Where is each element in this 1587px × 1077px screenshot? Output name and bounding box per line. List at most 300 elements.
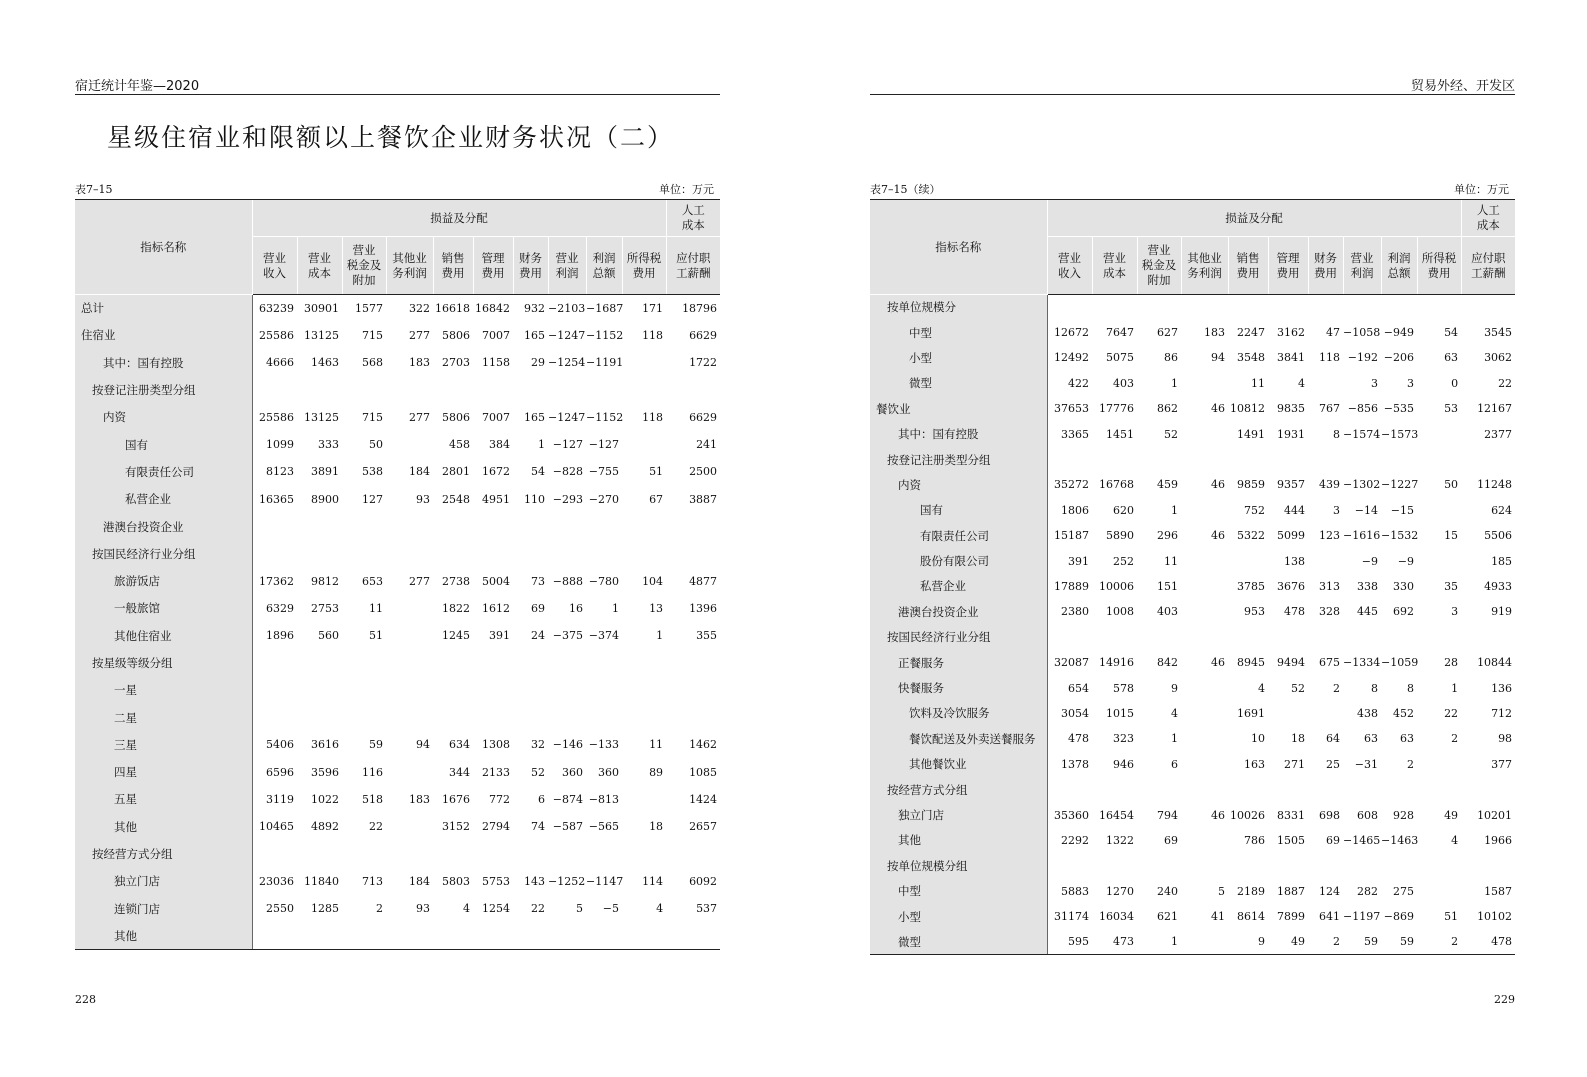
cell-value: 10465 <box>259 820 294 834</box>
cell-value: 3 <box>1333 503 1340 517</box>
cell-value: 136 <box>1491 681 1513 695</box>
cell-value <box>1308 701 1343 726</box>
cell-value: 11 <box>649 738 664 752</box>
cell-value: 478 <box>1461 929 1515 954</box>
cell-value <box>1137 295 1181 320</box>
cell-value: 1 <box>538 438 545 452</box>
row-label: 其他 <box>75 813 252 840</box>
cell-value <box>342 540 386 567</box>
cell-value: 1896 <box>266 629 294 643</box>
cell-value: 928 <box>1393 808 1414 822</box>
cell-value: 69 <box>1326 833 1340 847</box>
cell-value <box>548 540 586 567</box>
cell-value: 8900 <box>311 492 339 506</box>
cell-value: 422 <box>1068 376 1089 390</box>
cell-value: 63 <box>1364 732 1378 746</box>
cell-value: 1099 <box>266 438 294 452</box>
cell-value <box>586 649 622 676</box>
group-header-profit: 损益及分配 <box>1047 200 1461 237</box>
cell-value <box>252 704 297 731</box>
column-header: 营业 收入 <box>252 237 297 295</box>
cell-value: 5099 <box>1277 529 1305 543</box>
cell-value: 94 <box>1211 351 1225 365</box>
cell-value <box>1047 853 1092 878</box>
cell-value <box>1092 777 1137 802</box>
cell-value: 1672 <box>482 465 510 479</box>
row-label: 总计 <box>75 295 252 322</box>
column-header: 所得税 费用 <box>622 237 666 295</box>
running-head-text: 贸易外经、开发区 <box>1410 79 1515 94</box>
cell-value <box>1228 548 1268 573</box>
cell-value: 3676 <box>1277 579 1305 593</box>
cell-value: 93 <box>416 492 430 506</box>
cell-value: 185 <box>1491 554 1513 568</box>
cell-value: 360 <box>598 765 619 779</box>
cell-value: 13 <box>649 601 664 615</box>
cell-value <box>386 622 433 649</box>
table-row <box>75 868 720 895</box>
table-row <box>75 567 720 594</box>
cell-value <box>1181 675 1228 700</box>
cell-value: 138 <box>1284 554 1305 568</box>
table-row <box>75 622 720 649</box>
cell-value: 73 <box>531 574 545 588</box>
cell-value <box>1181 828 1228 853</box>
cell-value: 2500 <box>689 465 718 479</box>
cell-value <box>252 677 297 704</box>
cell-value <box>586 376 622 403</box>
cell-value <box>1417 878 1461 903</box>
cell-value: −5 <box>602 902 619 916</box>
cell-value: 624 <box>1491 503 1513 517</box>
cell-value: 439 <box>1319 478 1340 492</box>
column-header: 利润 总额 <box>586 237 622 295</box>
cell-value: 50 <box>369 438 383 452</box>
cell-value <box>1381 853 1417 878</box>
page-title: 星级住宿业和限额以上餐饮企业财务状况（二） <box>107 123 675 152</box>
cell-value: 116 <box>362 765 383 779</box>
table-row <box>870 625 1515 650</box>
cell-value <box>297 704 342 731</box>
cell-value: 4 <box>1451 833 1459 847</box>
cell-value: 1 <box>1171 376 1178 390</box>
cell-value <box>1308 447 1343 472</box>
cell-value: 1505 <box>1277 833 1305 847</box>
cell-value: 1887 <box>1277 884 1305 898</box>
column-header: 应付职 工薪酬 <box>1461 237 1515 295</box>
table-row <box>870 777 1515 802</box>
cell-value: 1676 <box>442 792 470 806</box>
cell-value: 24 <box>531 629 545 643</box>
cell-value <box>666 376 720 403</box>
cell-value: 46 <box>1211 656 1225 670</box>
cell-value <box>1417 447 1461 472</box>
table-row <box>75 431 720 458</box>
row-label: 一星 <box>75 677 252 704</box>
cell-value: 11 <box>1164 554 1178 568</box>
cell-value: −9 <box>1361 554 1378 568</box>
cell-value: 9835 <box>1277 402 1305 416</box>
cell-value: 1691 <box>1237 706 1265 720</box>
cell-value: 1022 <box>311 792 339 806</box>
cell-value: 1451 <box>1106 427 1134 441</box>
cell-value: 3891 <box>311 465 339 479</box>
cell-value <box>1181 701 1228 726</box>
table-caption <box>75 181 720 197</box>
cell-value: 46 <box>1211 529 1225 543</box>
cell-value: 277 <box>409 410 430 424</box>
column-header: 营业 成本 <box>1092 237 1137 295</box>
cell-value: −146 <box>552 738 583 752</box>
cell-value: 627 <box>1157 326 1178 340</box>
cell-value <box>1461 777 1515 802</box>
cell-value <box>1343 853 1381 878</box>
cell-value: 16618 <box>435 301 470 315</box>
cell-value: 8 <box>1371 681 1378 695</box>
cell-value <box>1461 853 1515 878</box>
cell-value <box>513 376 548 403</box>
cell-value: 328 <box>1319 605 1340 619</box>
cell-value: 5753 <box>482 874 510 888</box>
cell-value: 595 <box>1047 929 1092 954</box>
cell-value: 2703 <box>442 356 470 370</box>
cell-value: −1302 <box>1343 478 1381 492</box>
table-row <box>870 904 1515 929</box>
cell-value <box>666 540 720 567</box>
cell-value <box>1343 295 1381 320</box>
cell-value: 444 <box>1284 503 1305 517</box>
cell-value: 7007 <box>482 410 510 424</box>
cell-value <box>513 840 548 867</box>
cell-value: 1931 <box>1277 427 1305 441</box>
cell-value: 1722 <box>689 356 718 370</box>
cell-value: 118 <box>642 410 664 424</box>
cell-value: 4951 <box>482 492 510 506</box>
cell-value: −1616 <box>1343 529 1381 543</box>
cell-value <box>386 540 433 567</box>
cell-value: 1577 <box>355 301 383 315</box>
cell-value <box>622 349 666 376</box>
cell-value: 6092 <box>689 874 718 888</box>
cell-value: 620 <box>1113 503 1134 517</box>
group-header-labor-cost: 人工 成本 <box>666 200 720 237</box>
cell-value: 8614 <box>1237 910 1265 924</box>
row-label: 快餐服务 <box>870 675 1047 700</box>
cell-value: 296 <box>1157 529 1178 543</box>
cell-value <box>1047 447 1092 472</box>
table-row <box>870 650 1515 675</box>
cell-value: 1822 <box>442 601 470 615</box>
cell-value: 3 <box>1451 605 1459 619</box>
column-header: 销售 费用 <box>433 237 473 295</box>
cell-value: 10201 <box>1477 808 1513 822</box>
row-label: 五星 <box>75 786 252 813</box>
cell-value <box>386 431 433 458</box>
table-row <box>870 675 1515 700</box>
column-header: 管理 费用 <box>473 237 513 295</box>
table-row <box>870 701 1515 726</box>
cell-value: −1252 <box>548 874 586 888</box>
cell-value: 1612 <box>482 601 510 615</box>
cell-value: 9 <box>1171 681 1178 695</box>
cell-value <box>473 649 513 676</box>
cell-value: 16 <box>569 601 583 615</box>
cell-value: 338 <box>1357 579 1378 593</box>
cell-value <box>1137 777 1181 802</box>
cell-value: 323 <box>1113 732 1134 746</box>
table-row <box>75 595 720 622</box>
cell-value: 1308 <box>482 738 510 752</box>
cell-value: 5890 <box>1106 529 1134 543</box>
cell-value: 0 <box>1451 376 1459 390</box>
cell-value: 4 <box>463 902 470 916</box>
column-header: 所得税 费用 <box>1417 237 1461 295</box>
table-row <box>75 513 720 540</box>
cell-value: −1191 <box>586 356 624 370</box>
cell-value: 63239 <box>259 301 294 315</box>
cell-value: −374 <box>588 629 619 643</box>
cell-value: 608 <box>1357 808 1378 822</box>
cell-value: 2292 <box>1061 833 1089 847</box>
cell-value <box>433 677 473 704</box>
row-label: 微型 <box>870 929 1047 954</box>
cell-value <box>297 540 342 567</box>
cell-value <box>386 922 433 949</box>
cell-value <box>666 704 720 731</box>
cell-value: 1 <box>1451 681 1459 695</box>
cell-value: 1245 <box>442 629 470 643</box>
cell-value <box>342 649 386 676</box>
cell-value: 47 <box>1326 326 1340 340</box>
running-head <box>870 74 1515 95</box>
cell-value: −1197 <box>1343 910 1381 924</box>
cell-value: 22 <box>1498 376 1513 390</box>
cell-value: 12167 <box>1477 402 1513 416</box>
cell-value: −270 <box>588 492 619 506</box>
cell-value <box>1268 701 1308 726</box>
cell-value: 124 <box>1319 884 1340 898</box>
cell-value <box>666 677 720 704</box>
cell-value <box>252 376 297 403</box>
row-label: 中型 <box>870 320 1047 345</box>
cell-value <box>622 649 666 676</box>
cell-value <box>586 677 622 704</box>
cell-value: 10 <box>1251 732 1265 746</box>
cell-value: −869 <box>1383 910 1414 924</box>
cell-value <box>1381 295 1417 320</box>
cell-value: 282 <box>1357 884 1378 898</box>
row-label: 餐饮业 <box>870 396 1047 421</box>
cell-value: 35272 <box>1054 478 1089 492</box>
row-label: 股份有限公司 <box>870 548 1047 573</box>
cell-value <box>1137 447 1181 472</box>
row-label: 有限责任公司 <box>75 458 252 485</box>
cell-value: 653 <box>362 574 383 588</box>
cell-value <box>433 840 473 867</box>
cell-value: 2801 <box>442 465 470 479</box>
column-header: 利润 总额 <box>1381 237 1417 295</box>
cell-value <box>548 922 586 949</box>
cell-value: 391 <box>489 629 510 643</box>
column-header: 营业 利润 <box>1343 237 1381 295</box>
cell-value: 794 <box>1157 808 1178 822</box>
cell-value <box>342 704 386 731</box>
cell-value: −565 <box>588 820 619 834</box>
cell-value <box>1092 295 1137 320</box>
row-label: 其他 <box>870 828 1047 853</box>
cell-value: 2 <box>1417 929 1461 954</box>
cell-value <box>548 376 586 403</box>
cell-value: 473 <box>1092 929 1137 954</box>
cell-value: 6 <box>1171 757 1178 771</box>
cell-value <box>548 704 586 731</box>
cell-value: 8331 <box>1277 808 1305 822</box>
table-row <box>870 853 1515 878</box>
cell-value: −828 <box>552 465 583 479</box>
table-row <box>75 540 720 567</box>
cell-value: 767 <box>1319 402 1340 416</box>
cell-value <box>1181 599 1228 624</box>
cell-value <box>386 677 433 704</box>
row-label: 其他 <box>75 922 252 949</box>
cell-value: −874 <box>552 792 583 806</box>
cell-value: 1285 <box>311 902 339 916</box>
cell-value: 35360 <box>1054 808 1089 822</box>
row-label: 小型 <box>870 904 1047 929</box>
cell-value <box>622 677 666 704</box>
row-label: 中型 <box>870 878 1047 903</box>
cell-value: −31 <box>1354 757 1378 771</box>
cell-value: 1 <box>1171 732 1178 746</box>
cell-value: 1491 <box>1237 427 1265 441</box>
cell-value <box>297 649 342 676</box>
cell-value: 445 <box>1357 605 1378 619</box>
cell-value: 6629 <box>689 328 718 342</box>
cell-value <box>1417 752 1461 777</box>
cell-value: 184 <box>409 465 430 479</box>
cell-value <box>1228 777 1268 802</box>
cell-value: −813 <box>588 792 619 806</box>
table-row <box>870 421 1515 446</box>
cell-value: 459 <box>1157 478 1178 492</box>
cell-value <box>622 922 666 949</box>
cell-value: 786 <box>1244 833 1265 847</box>
table-id: 表7–15 <box>75 183 113 196</box>
cell-value: 16768 <box>1099 478 1134 492</box>
table-row <box>870 802 1515 827</box>
cell-value: 1322 <box>1106 833 1134 847</box>
cell-value: 8945 <box>1237 656 1265 670</box>
cell-value: 29 <box>531 356 545 370</box>
row-label: 其中：国有控股 <box>75 349 252 376</box>
cell-value: 715 <box>362 410 383 424</box>
cell-value <box>1181 625 1228 650</box>
cell-value: 127 <box>362 492 383 506</box>
cell-value: 3545 <box>1484 326 1513 340</box>
cell-value: 163 <box>1244 757 1265 771</box>
cell-value: 183 <box>1204 326 1225 340</box>
cell-value: 18 <box>649 820 664 834</box>
row-label: 其他住宿业 <box>75 622 252 649</box>
table-row <box>870 371 1515 396</box>
cell-value: 5 <box>576 902 583 916</box>
cell-value: 89 <box>649 765 664 779</box>
cell-value: 1 <box>612 601 619 615</box>
cell-value <box>386 840 433 867</box>
row-label: 其中：国有控股 <box>870 421 1047 446</box>
cell-value <box>1417 853 1461 878</box>
cell-value: −1247 <box>548 328 586 342</box>
cell-value <box>1461 295 1515 320</box>
cell-value: −856 <box>1347 402 1378 416</box>
column-header: 营业 收入 <box>1047 237 1092 295</box>
cell-value <box>1268 853 1308 878</box>
row-label: 按经营方式分组 <box>75 840 252 867</box>
cell-value: 2753 <box>311 601 339 615</box>
finance-table <box>75 199 720 950</box>
cell-value <box>622 704 666 731</box>
table-caption <box>870 181 1515 197</box>
cell-value: 118 <box>642 328 664 342</box>
cell-value <box>1181 498 1228 523</box>
cell-value <box>1181 548 1228 573</box>
cell-value: 114 <box>642 874 664 888</box>
column-header: 销售 费用 <box>1228 237 1268 295</box>
cell-value: 3054 <box>1061 706 1089 720</box>
cell-value: 675 <box>1319 656 1340 670</box>
cell-value: 240 <box>1157 884 1178 898</box>
cell-value: 3616 <box>311 738 339 752</box>
cell-value: 862 <box>1157 402 1178 416</box>
row-label: 独立门店 <box>75 868 252 895</box>
cell-value: −1574 <box>1343 427 1381 441</box>
cell-value: 51 <box>369 629 383 643</box>
cell-value <box>1308 548 1343 573</box>
cell-value <box>1381 625 1417 650</box>
table-row <box>870 498 1515 523</box>
column-header: 其他业 务利润 <box>386 237 433 295</box>
cell-value: −1465 <box>1343 833 1381 847</box>
cell-value: 4 <box>1298 376 1305 390</box>
cell-value: 5883 <box>1061 884 1089 898</box>
cell-value: 9494 <box>1277 656 1305 670</box>
cell-value: 165 <box>524 410 545 424</box>
cell-value: 18796 <box>682 301 718 315</box>
page-gutter <box>790 0 791 1077</box>
cell-value <box>513 540 548 567</box>
cell-value <box>622 431 666 458</box>
cell-value <box>1461 447 1515 472</box>
cell-value: 698 <box>1319 808 1340 822</box>
cell-value <box>252 513 297 540</box>
cell-value: 17889 <box>1054 579 1089 593</box>
cell-value: 568 <box>362 356 383 370</box>
cell-value <box>1308 625 1343 650</box>
cell-value: 11840 <box>304 874 339 888</box>
column-header: 财务 费用 <box>513 237 548 295</box>
row-label: 私营企业 <box>75 486 252 513</box>
cell-value: 452 <box>1393 706 1414 720</box>
cell-value <box>473 513 513 540</box>
cell-value: 17362 <box>259 574 294 588</box>
cell-value: 2548 <box>442 492 470 506</box>
cell-value: −1058 <box>1343 326 1381 340</box>
cell-value: 2 <box>1333 681 1340 695</box>
cell-value: 7007 <box>482 328 510 342</box>
cell-value: 9812 <box>311 574 339 588</box>
cell-value: 49 <box>1444 808 1459 822</box>
cell-value: 333 <box>318 438 339 452</box>
